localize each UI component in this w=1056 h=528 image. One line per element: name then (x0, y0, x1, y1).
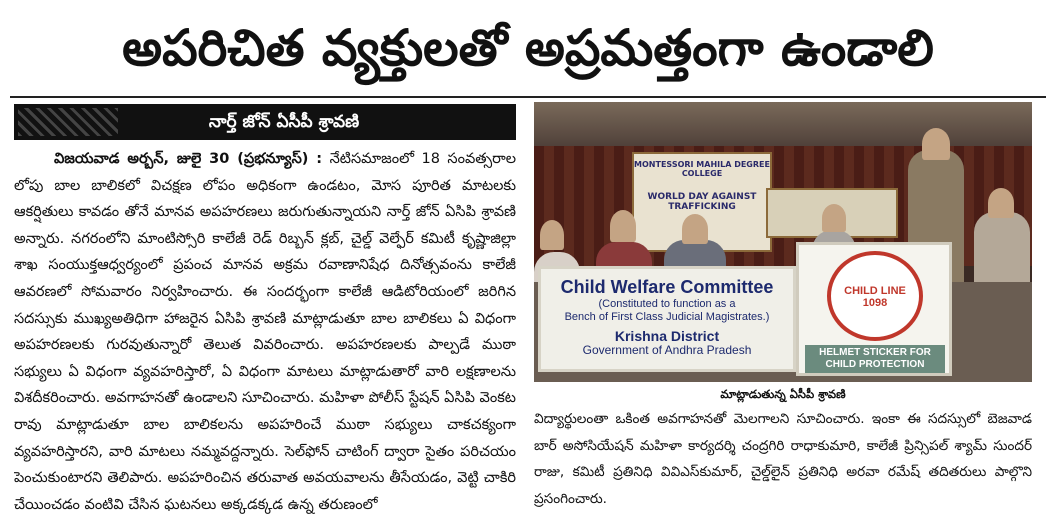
article-lead: విజయవాడ అర్బన్, జులై 30 (ప్రభన్యూస్) : (54, 151, 323, 167)
article-photo (534, 102, 1032, 382)
article-left-text: నేటిసమాజంలో 18 సంవత్సరాల లోపు బాల బాలికలో విచక్షణ లోపం అధికంగా ఉండటం, మోస పూరిత మాటలకు ఆకర్షితులు కావడం తోనే మానవ అపహరణలు జరుగుతున్నాయని నార్త్ జోన్ ఏసిపి శ్రావణి అన్నారు. నగరంలోని మాంటిస్సోరి కాలేజీ రెడ్ రిబ్బన్ క్లబ్, చైల్డ్ వెల్ఫేర్ కమిటీ కృష్ణాజిల్లా శాఖ సంయుక్తఆధ్వర్యంలో ప్రపంచ మానవ అక్రమ రవాణానిషేధ దినోత్సవంను కాలేజీ ఆవరణలో సోమవారం నిర్వహించారు. ఈ సందర్భంగా కాలేజీ ఆడిటోరియంలో జరిగిన సదస్సుకు ముఖ్యఅతిధిగా హాజరైన ఏసిపి శ్రావణి మాట్లాడుతూ బాల బాలికలు ఏ విధంగా అపహరణలకు గురవుతున్నారో తెలుత వివరించారు. అపహరణలకు పాల్పడే ముఠా సభ్యులు ఏ విధంగా వ్యవహరిస్తారో, ఏ విధంగా మాటలు మాట్లాడుతారో వారి లక్షణాలను విశదీకరించారు. అవగాహనతో ఉండాలని సూచించారు. మహిళా పోలీస్ స్టేషన్ ఏసిపి వెంకట రావు మాట్లాడుతూ బాల బాలికలను అపహరించే ముఠా సభ్యులు చాకచక్యంగా వ్యవహరిస్తారని, వారి మాటలు నమ్మవద్దన్నారు. సెల్‌ఫోన్ చాటింగ్ ద్వారా సైతం పరిచయం పెంచుకుంటారని తెలిపారు. అపహరించిన తరువాత అవయవాలను తీసేయడం, వెట్టి చాకిరి చేయించడం వంటివి చేసిన ఘటనలు అక్కడక్కడ ఉన్న తరుణంలో (14, 151, 516, 513)
photo-caption: మాట్లాడుతున్న ఏసీపీ శ్రావణి (720, 387, 846, 401)
headline: అపరిచిత వ్యక్తులతో అప్రమత్తంగా ఉండాలి (122, 19, 934, 77)
speaker-head (922, 128, 950, 160)
college-banner-text: MONTESSORI MAHILA DEGREE COLLEGE (634, 160, 770, 178)
cwc-district: Krishna District (614, 328, 720, 344)
person-head (822, 204, 846, 232)
article-right-text: విద్యార్థులంతా ఒకింత అవగాహనతో మెలగాలని సూచించారు. ఇంకా ఈ సదస్సులో బెజవాడ బార్ అసోసియేషన్ మహిళా కార్యదర్శి చంద్రగిరి రాధాకుమారి, కాలేజీ ప్రిన్సిపల్ శ్యామ్ సుందర్ రాజు, కమిటీ ప్రతినిధి వివిఎస్‌కుమార్, చైల్డ్‌లైన్ ప్రతినిధి అరవా రమేష్ తదితరులు పాల్గొని ప్రసంగించారు. (534, 411, 1032, 507)
article-left-column (14, 146, 516, 524)
headline-rule (10, 96, 1046, 98)
article-right-column (534, 406, 1032, 524)
helmet-sticker-text: HELMET STICKER FOR CHILD PROTECTION (805, 345, 945, 373)
article-paragraph (14, 146, 516, 518)
person-head (540, 220, 564, 250)
childline-badge-icon (827, 251, 923, 341)
childline-sign (796, 242, 952, 376)
byline-bar (14, 104, 516, 140)
person-head (610, 210, 636, 242)
cwc-title: Child Welfare Committee (560, 277, 774, 297)
cwc-gov: Government of Andhra Pradesh (582, 343, 752, 357)
byline: నార్త్ జోన్ ఏసీపీ శ్రావణి (184, 107, 384, 137)
event-banner-text: WORLD DAY AGAINST TRAFFICKING (647, 192, 757, 212)
child-welfare-sign (538, 266, 796, 372)
person-head (988, 188, 1014, 218)
byline-stripes (18, 108, 118, 136)
cwc-sub1: (Constituted to function as a (598, 298, 736, 310)
cwc-sub2: Bench of First Class Judicial Magistrates.) (564, 311, 770, 323)
childline-badge-text: CHILD LINE 1098 (844, 285, 906, 309)
photo-ceiling (534, 102, 1032, 146)
person-head (682, 214, 708, 244)
